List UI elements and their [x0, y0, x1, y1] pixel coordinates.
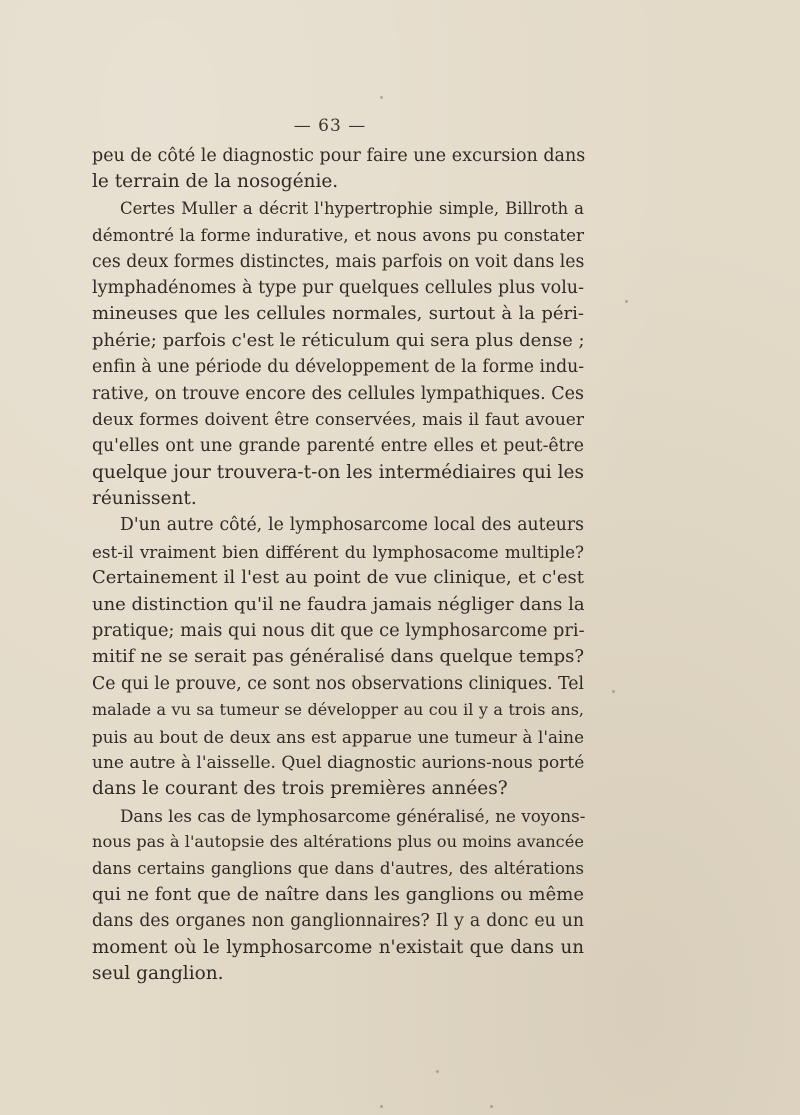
text-line: une distinction qu'il ne faudra jamais négliger dans la [92, 593, 585, 615]
text-line: démontré la forme indurative, et nous avons pu constater [92, 225, 584, 246]
text-line: Certainement il l'est au point de vue clinique, et c'est [92, 567, 584, 589]
text-line: une autre à l'aisselle. Quel diagnostic aurions-nous porté [92, 752, 585, 773]
text-line: mitif ne se serait pas généralisé dans quelque temps? [92, 646, 584, 668]
text-line: malade a vu sa tumeur se développer au cou il y a trois ans, [92, 700, 584, 720]
text-line: qu'elles ont une grande parenté entre elles et peut-être [92, 436, 584, 457]
paper-speck [625, 300, 628, 303]
text-line: pratique; mais qui nous dit que ce lymphosarcome pri- [92, 621, 585, 642]
text-line: mineuses que les cellules normales, surtout à la péri- [92, 303, 584, 325]
page-number: — 63 — [293, 116, 367, 136]
paper-speck [490, 1105, 493, 1108]
body-text [92, 143, 584, 988]
paper-speck [380, 1105, 383, 1108]
text-line: rative, on trouve encore des cellules lympathiques. Ces [92, 383, 584, 404]
text-line: qui ne font que de naître dans les ganglions ou même [92, 883, 584, 905]
paper-speck [380, 96, 383, 99]
text-line: quelque jour trouvera-t-on les intermédiaires qui les [92, 461, 584, 483]
text-line: dans certains ganglions que dans d'autres, des altérations [92, 858, 584, 878]
text-line: est-il vraiment bien différent du lymphosacome multiple? [92, 541, 584, 562]
text-line: deux formes doivent être conservées, mais il faut avouer [92, 409, 584, 430]
text-line: Dans les cas de lymphosarcome généralisé, ne voyons- [120, 805, 586, 826]
text-line: Certes Muller a décrit l'hypertrophie simple, Billroth a [120, 198, 584, 218]
text-line: dans le courant des trois premières années? [92, 778, 508, 800]
text-line: dans des organes non ganglionnaires? Il y a donc eu un [92, 911, 584, 932]
text-line: puis au bout de deux ans est apparue une tumeur à l'aine [92, 726, 584, 747]
text-line: moment où le lymphosarcome n'existait que dans un [92, 936, 584, 958]
text-line: lymphadénomes à type pur quelques cellules plus volu- [92, 277, 584, 298]
text-line: réunissent. [92, 488, 197, 510]
text-line: phérie; parfois c'est le réticulum qui sera plus dense ; [92, 329, 585, 351]
text-line: Ce qui le prouve, ce sont nos observations cliniques. Tel [92, 673, 584, 694]
text-line: D'un autre côté, le lymphosarcome local des auteurs [120, 515, 584, 536]
text-line: peu de côté le diagnostic pour faire une excursion dans [92, 146, 586, 166]
text-line: nous pas à l'autopsie des altérations plus ou moins avancée [92, 832, 584, 852]
text-line: seul ganglion. [92, 963, 224, 985]
text-line: le terrain de la nosogénie. [92, 171, 339, 193]
paper-speck [612, 690, 615, 693]
paper-speck [436, 1070, 439, 1073]
text-line: ces deux formes distinctes, mais parfois on voit dans les [92, 251, 585, 272]
text-line: enfin à une période du développement de la forme indu- [92, 357, 585, 378]
